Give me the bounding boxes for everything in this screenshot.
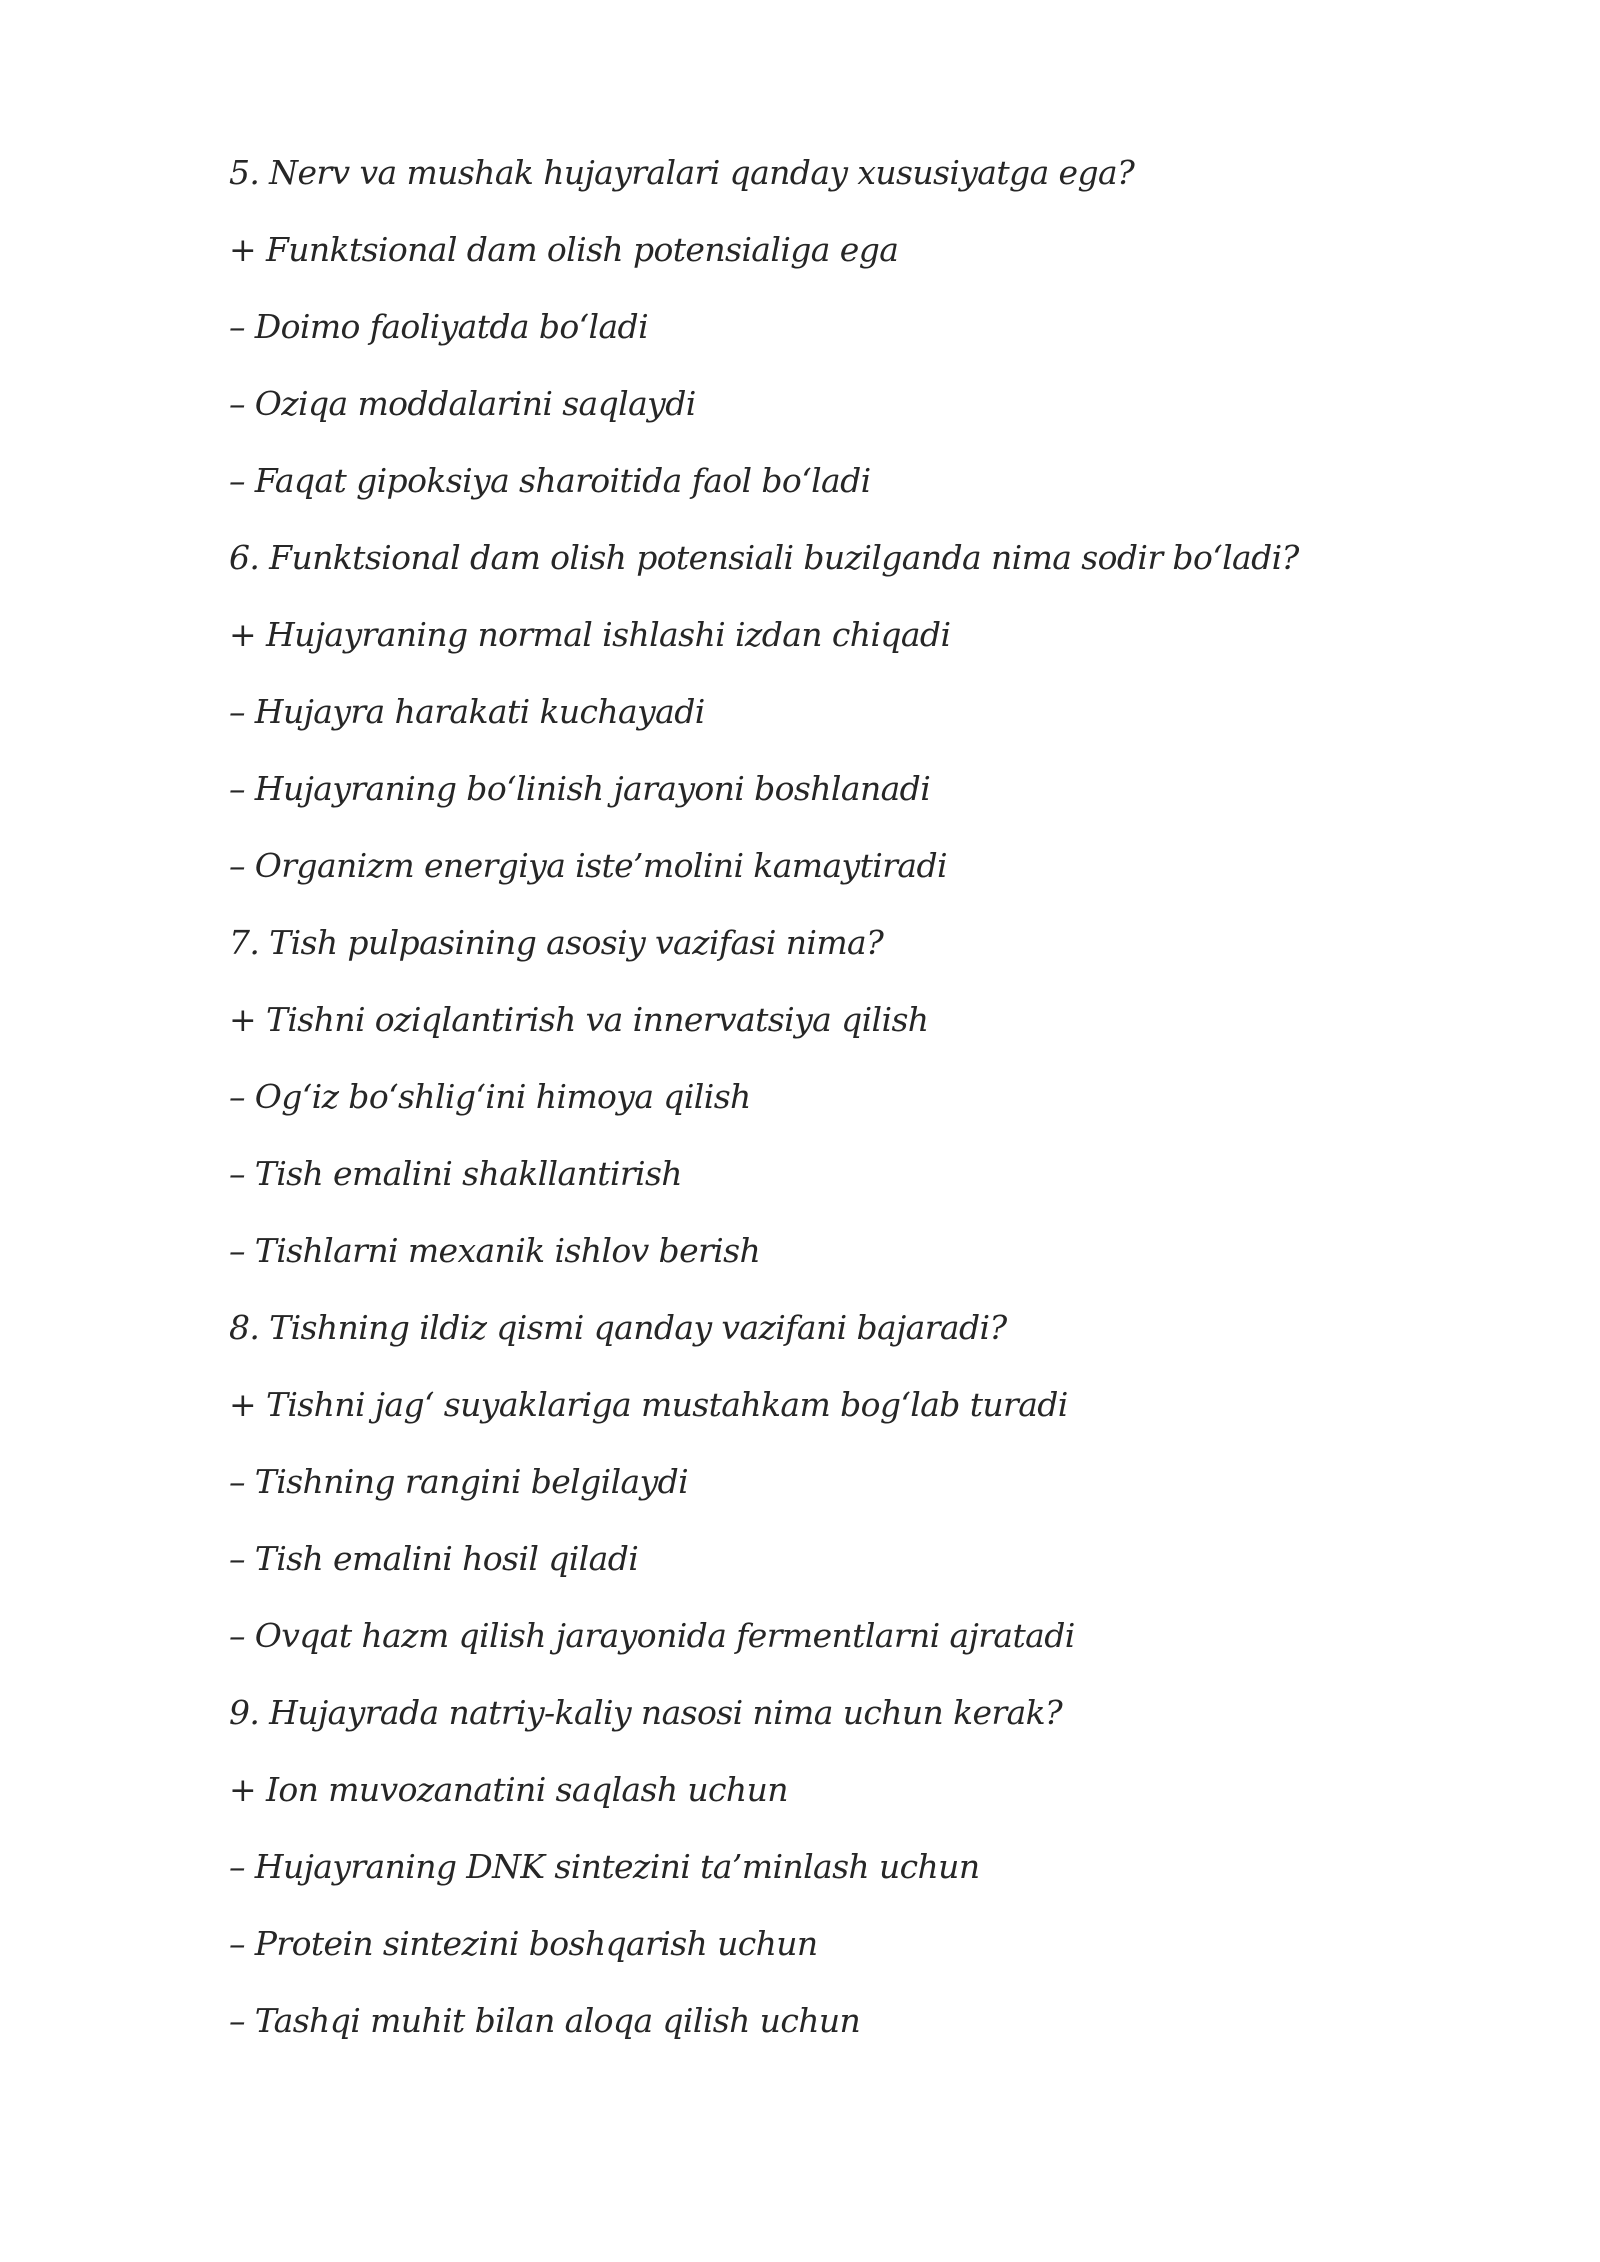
question-text: 8. Tishning ildiz qismi qanday vazifani bajaradi?	[229, 1308, 1007, 1347]
wrong-answer-option: – Tishning rangini belgilaydi	[229, 1462, 689, 1501]
wrong-answer-option: – Hujayraning bo‘linish jarayoni boshlanadi	[229, 769, 931, 808]
quiz-question-block	[229, 535, 1529, 920]
question-text: 5. Nerv va mushak hujayralari qanday xususiyatga ega?	[229, 153, 1135, 192]
quiz-question-block	[229, 920, 1529, 1305]
correct-answer-option: + Ion muvozanatini saqlash uchun	[229, 1770, 788, 1809]
wrong-answer-option: – Tish emalini shakllantirish	[229, 1154, 682, 1193]
wrong-answer-option: – Doimo faoliyatda bo‘ladi	[229, 307, 649, 346]
correct-answer-option: + Hujayraning normal ishlashi izdan chiqadi	[229, 615, 951, 654]
question-text: 6. Funktsional dam olish potensiali buzilganda nima sodir bo‘ladi?	[229, 538, 1299, 577]
quiz-question-block	[229, 1305, 1529, 1690]
wrong-answer-option: – Hujayra harakati kuchayadi	[229, 692, 705, 731]
wrong-answer-option: – Tashqi muhit bilan aloqa qilish uchun	[229, 2001, 861, 2040]
wrong-answer-option: – Tish emalini hosil qiladi	[229, 1539, 639, 1578]
question-text: 7. Tish pulpasining asosiy vazifasi nima?	[229, 923, 884, 962]
quiz-question-block	[229, 1690, 1529, 2075]
wrong-answer-option: – Og‘iz bo‘shlig‘ini himoya qilish	[229, 1077, 751, 1116]
wrong-answer-option: – Hujayraning DNK sintezini ta’minlash uchun	[229, 1847, 980, 1886]
quiz-content	[229, 150, 1529, 2075]
wrong-answer-option: – Faqat gipoksiya sharoitida faol bo‘ladi	[229, 461, 871, 500]
wrong-answer-option: – Ovqat hazm qilish jarayonida fermentlarni ajratadi	[229, 1616, 1075, 1655]
wrong-answer-option: – Oziqa moddalarini saqlaydi	[229, 384, 696, 423]
wrong-answer-option: – Tishlarni mexanik ishlov berish	[229, 1231, 761, 1270]
quiz-question-block	[229, 150, 1529, 535]
wrong-answer-option: – Protein sintezini boshqarish uchun	[229, 1924, 818, 1963]
correct-answer-option: + Tishni oziqlantirish va innervatsiya qilish	[229, 1000, 929, 1039]
wrong-answer-option: – Organizm energiya iste’molini kamaytiradi	[229, 846, 947, 885]
question-text: 9. Hujayrada natriy-kaliy nasosi nima uchun kerak?	[229, 1693, 1063, 1732]
correct-answer-option: + Tishni jag‘ suyaklariga mustahkam bog‘lab turadi	[229, 1385, 1068, 1424]
correct-answer-option: + Funktsional dam olish potensialiga ega	[229, 230, 899, 269]
